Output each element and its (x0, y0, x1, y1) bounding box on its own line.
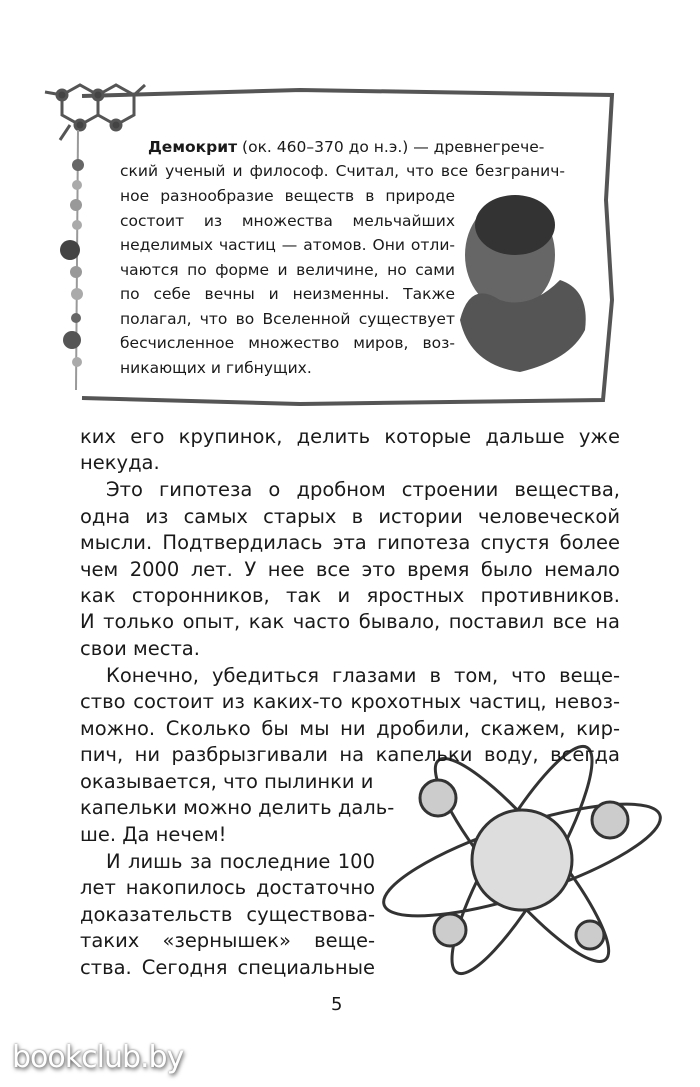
box-line: по себе вечны и неизменны. Также (120, 285, 455, 303)
box-line: ное разнообразие веществ в природе (120, 187, 455, 205)
molecule-icon (45, 85, 145, 140)
watermark: bookclub.by (12, 1040, 184, 1075)
box-line: никающих и гибнущих. (120, 359, 312, 377)
box-line: состоит из множества мельчайших (120, 212, 455, 230)
page-number: 5 (331, 994, 343, 1015)
body-line: И лишь за последние 100 (106, 850, 375, 873)
body-line: ше. Да нечем! (80, 823, 227, 846)
box-line: неделимых частиц — атомов. Они отли- (120, 236, 455, 254)
body-line: одна из самых старых в истории человеческой (80, 505, 620, 528)
body-line: ких его крупинок, делить которые дальше уже (80, 425, 620, 448)
body-line: как сторонников, так и яростных противников. (80, 584, 620, 607)
box-line: полагал, что во Вселенной существует (120, 310, 455, 328)
body-line: ства. Сегодня специальные (80, 956, 375, 979)
body-line: можно. Сколько бы мы ни дробили, скажем, кир- (80, 717, 620, 740)
body-line: лет накопилось достаточно (80, 876, 375, 899)
atom-illustration (373, 732, 670, 987)
democritus-bust-image (460, 195, 586, 372)
body-line: таких «зернышек» веще- (80, 929, 375, 952)
box-line: Демокрит (ок. 460–370 до н.э.) — древнегрече- (148, 138, 545, 156)
body-line: некуда. (80, 451, 160, 474)
body-line: Конечно, убедиться глазами в том, что веще- (106, 664, 620, 687)
body-line: доказательств существова- (80, 903, 375, 926)
box-line: ский ученый и философ. Считал, что все безгранич- (120, 162, 565, 180)
body-line: капельки можно делить даль- (80, 796, 395, 819)
body-line: пич, ни разбрызгивали на капельки воду, всегда (80, 743, 620, 766)
body-line: оказывается, что пылинки и (80, 770, 374, 793)
body-line: ство состоит из каких-то крохотных частиц, невоз- (80, 690, 620, 713)
body-line: свои места. (80, 637, 200, 660)
body-line: И только опыт, как часто бывало, поставил все на (80, 610, 620, 633)
box-line: чаются по форме и величине, но сами (120, 261, 455, 279)
body-line: мысли. Подтвердилась эта гипотеза спустя более (80, 531, 620, 554)
decor-dots-icon (60, 130, 84, 390)
body-line: чем 2000 лет. У нее все это время было немало (80, 558, 620, 581)
box-line: бесчисленное множество миров, воз- (120, 334, 455, 352)
body-line: Это гипотеза о дробном строении вещества, (106, 478, 620, 501)
